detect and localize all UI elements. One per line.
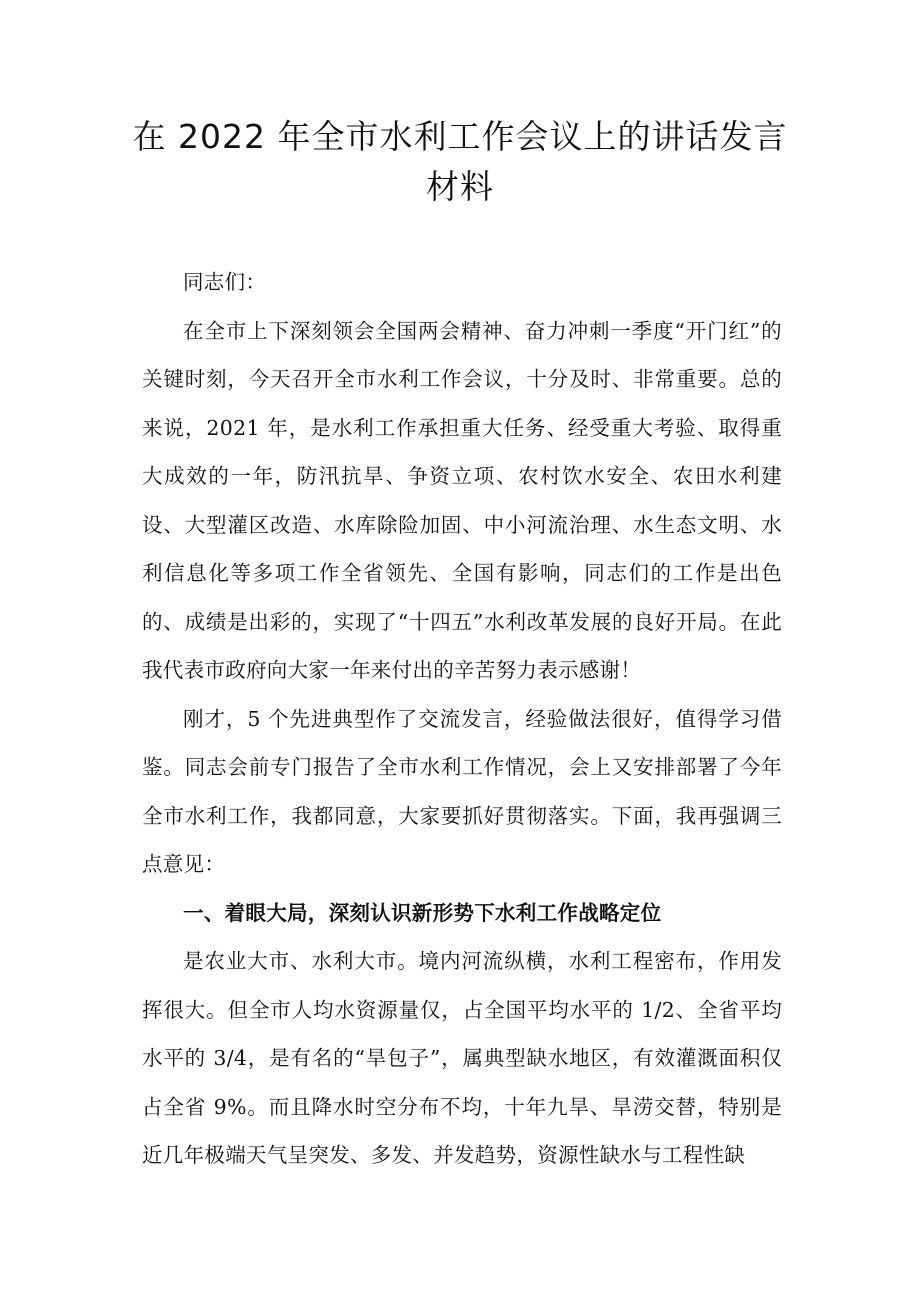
section-heading: 一、着眼大局，深刻认识新形势下水利工作战略定位: [183, 900, 662, 925]
body-paragraph: 是农业大市、水利大市。境内河流纵横，水利工程密布，作用发挥很大。但全市人均水资源量仅，占全国平均水平的 1/2、全省平均水平的 3/4，是有名的“旱包子”，属典型缺水地区，有效灌溉面积仅占全省 9%。而且降水时空分布不均，十年九旱、旱涝交替，特别是近几年极端天气呈突发、多发、并发趋势，资源性缺水与工程性缺: [142, 949, 782, 1167]
document-body: [142, 258, 782, 1180]
body-paragraph: 在全市上下深刻领会全国两会精神、奋力冲刺一季度“开门红”的关键时刻，今天召开全市水利工作会议，十分及时、非常重要。总的来说，2021 年，是水利工作承担重大任务、经受重大考验、取得重大成效的一年，防汛抗旱、争资立项、农村饮水安全、农田水利建设、大型灌区改造、水库除险加固、中小河流治理、水生态文明、水利信息化等多项工作全省领先、全国有影响，同志们的工作是出色的、成绩是出彩的，实现了“十四五”水利改革发展的良好开局。在此我代表市政府向大家一年来付出的辛苦努力表示感谢！: [142, 318, 782, 682]
body-paragraph: 刚才，5 个先进典型作了交流发言，经验做法很好，值得学习借鉴。同志会前专门报告了全市水利工作情况，会上又安排部署了今年全市水利工作，我都同意，大家要抓好贯彻落实。下面，我再强调三点意见：: [142, 706, 782, 876]
salutation: 同志们：: [183, 270, 267, 294]
document-title: 在 2022 年全市水利工作会议上的讲话发言材料: [132, 117, 788, 206]
